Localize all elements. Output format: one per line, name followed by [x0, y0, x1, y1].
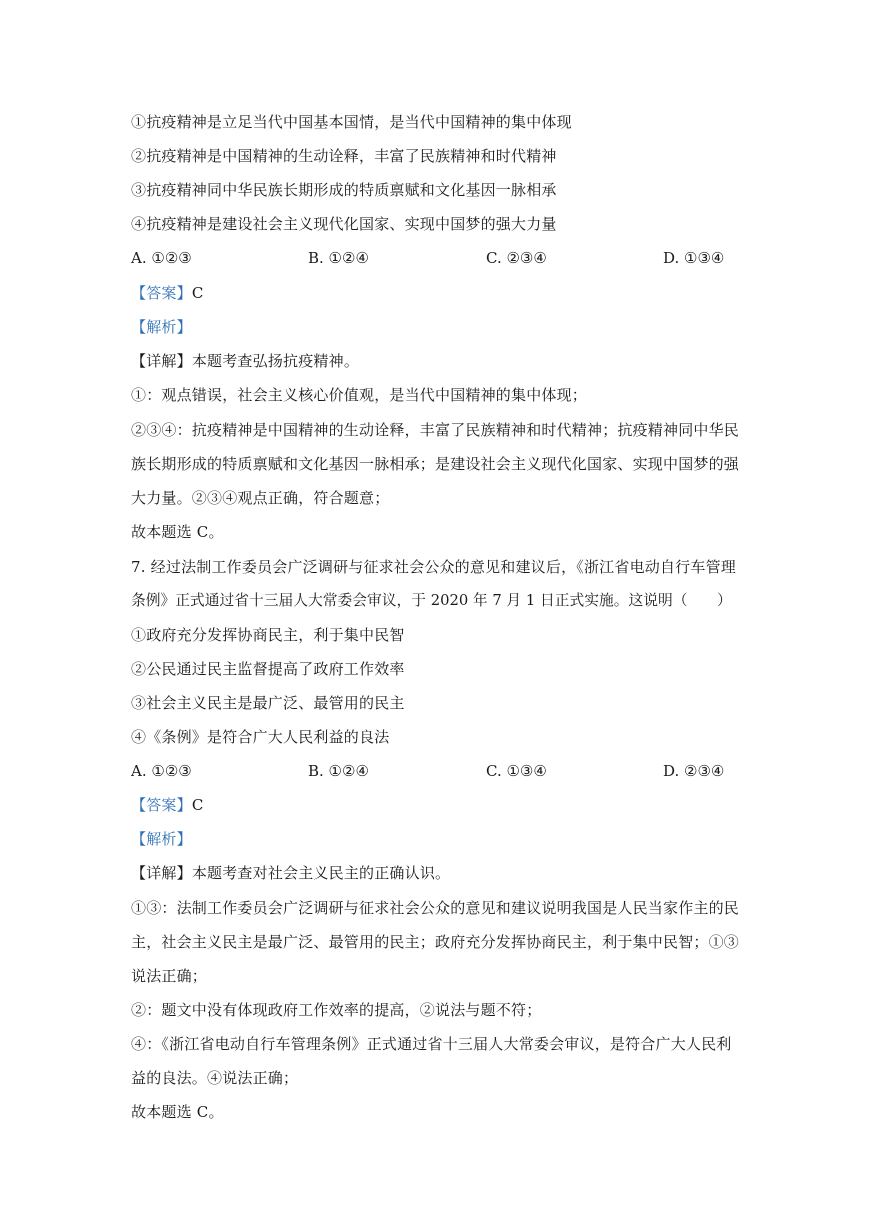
statement-line: ③社会主义民主是最广泛、最管用的民主: [131, 694, 405, 712]
analysis-line: [131, 317, 743, 337]
answer-tag: 【答案】: [131, 284, 192, 302]
statement-line: ①抗疫精神是立足当代中国基本国情，是当代中国精神的集中体现: [131, 113, 572, 131]
explanation-line: 故本题选 C。: [131, 1103, 224, 1121]
explanation-line: 故本题选 C。: [131, 523, 224, 541]
statement-line: ②抗疫精神是中国精神的生动诠释，丰富了民族精神和时代精神: [131, 147, 557, 165]
question-stem-line: 条例》正式通过省十三届人大常委会审议，于 2020 年 7 月 1 日正式实施。这说明（ ）: [131, 592, 732, 609]
answer-value: C: [191, 796, 204, 814]
answer-value: C: [191, 284, 204, 302]
explanation-line: ①：观点错误，社会主义核心价值观，是当代中国精神的集中体现；: [131, 386, 588, 404]
statement-line: ②公民通过民主监督提高了政府工作效率: [131, 660, 405, 678]
answer-options: [131, 761, 751, 781]
option-c: C. ②③④: [486, 249, 547, 267]
explanation-line: ④：《浙江省电动自行车管理条例》正式通过省十三届人大常委会审议，是符合广大人民利: [131, 1035, 732, 1053]
detail-line: [131, 863, 743, 883]
explanation-line: 说法正确；: [131, 967, 208, 985]
explanation-line: ②：题文中没有体现政府工作效率的提高，②说法与题不符；: [131, 1001, 542, 1019]
question-stem-line: 7. 经过法制工作委员会广泛调研与征求社会公众的意见和建议后，《浙江省电动自行车管理: [131, 558, 736, 576]
explanation-line: 主，社会主义民主是最广泛、最管用的民主；政府充分发挥协商民主，利于集中民智；①③: [131, 933, 740, 951]
option-b: B. ①②④: [308, 249, 369, 267]
statement-line: ③抗疫精神同中华民族长期形成的特质禀赋和文化基因一脉相承: [131, 181, 557, 199]
analysis-tag: 【解析】: [131, 318, 192, 336]
statement-line: ①政府充分发挥协商民主，利于集中民智: [131, 626, 405, 644]
answer-options: [131, 248, 751, 268]
explanation-line: 大力量。②③④观点正确，符合题意；: [131, 489, 390, 507]
answer-line: [131, 283, 743, 303]
explanation-line: ①③：法制工作委员会广泛调研与征求社会公众的意见和建议说明我国是人民当家作主的民: [131, 899, 740, 917]
option-a: A. ①②③: [131, 249, 192, 267]
explanation-line: ②③④：抗疫精神是中国精神的生动诠释，丰富了民族精神和时代精神；抗疫精神同中华民: [131, 421, 740, 439]
option-a: A. ①②③: [131, 762, 192, 780]
statement-line: ④抗疫精神是建设社会主义现代化国家、实现中国梦的强大力量: [131, 215, 557, 233]
detail-text: 本题考查对社会主义民主的正确认识。: [191, 864, 451, 882]
answer-tag: 【答案】: [131, 796, 192, 814]
option-c: C. ①③④: [486, 762, 547, 780]
option-d: D. ①③④: [663, 249, 725, 267]
option-b: B. ①②④: [308, 762, 369, 780]
detail-line: [131, 351, 743, 371]
answer-line: [131, 795, 743, 815]
explanation-line: 益的良法。④说法正确；: [131, 1069, 299, 1087]
detail-tag: 【详解】: [131, 352, 192, 370]
analysis-tag: 【解析】: [131, 830, 192, 848]
option-d: D. ②③④: [663, 762, 725, 780]
analysis-line: [131, 829, 743, 849]
explanation-line: 族长期形成的特质禀赋和文化基因一脉相承；是建设社会主义现代化国家、实现中国梦的强: [131, 455, 740, 473]
statement-line: ④《条例》是符合广大人民利益的良法: [131, 728, 390, 746]
detail-text: 本题考查弘扬抗疫精神。: [191, 352, 360, 370]
detail-tag: 【详解】: [131, 864, 192, 882]
